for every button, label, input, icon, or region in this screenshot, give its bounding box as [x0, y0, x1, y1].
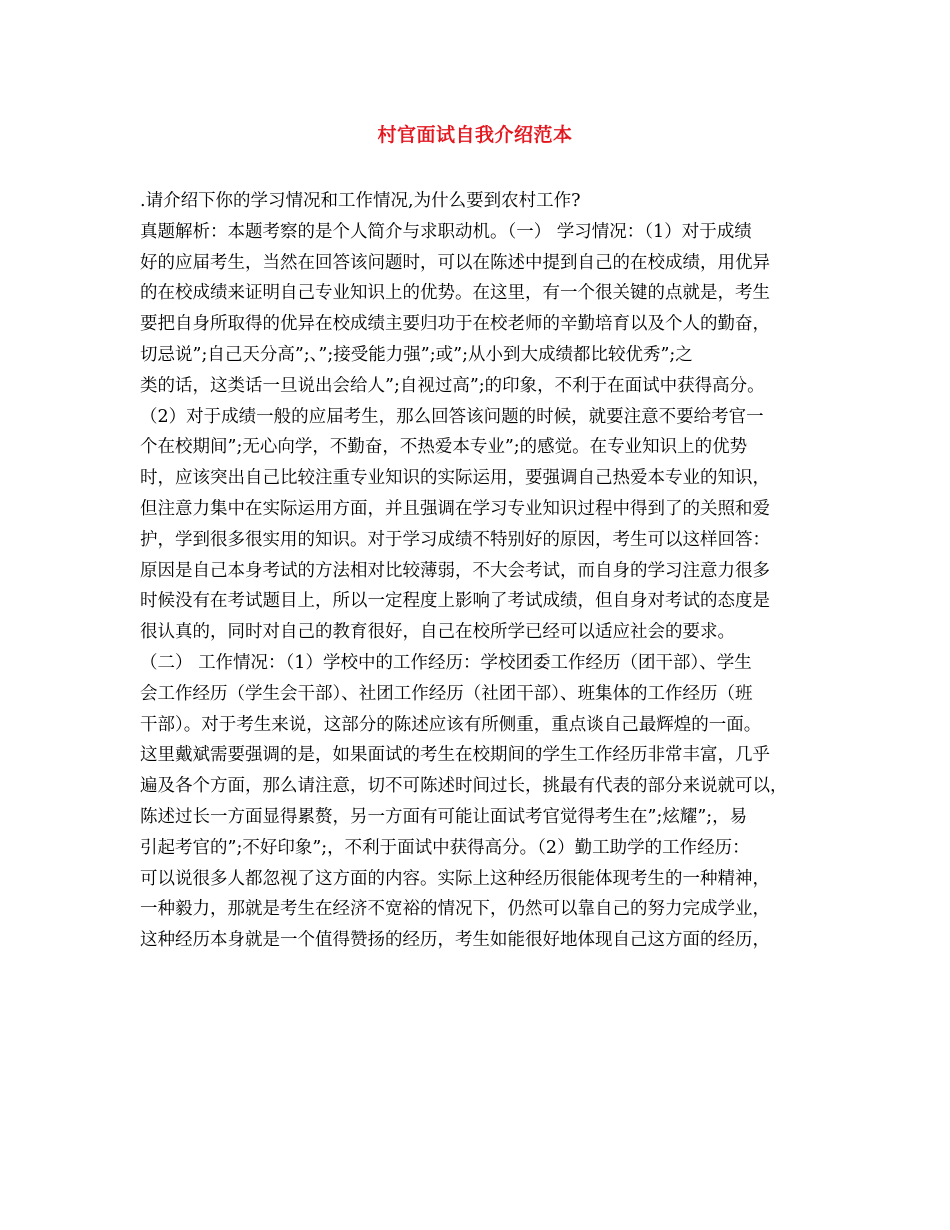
body-line: 会工作经历（学生会干部）、社团工作经历（社团干部）、班集体的工作经历（班 [140, 683, 753, 704]
body-line: 但注意力集中在实际运用方面，并且强调在学习专业知识过程中得到了的关照和爱 [140, 498, 770, 519]
body-line: 切忌说”;自己天分高”;、”;接受能力强”;或”;从小到大成绩都比较优秀”;之 [140, 344, 693, 365]
body-line: 一种毅力，那就是考生在经济不宽裕的情况下，仍然可以靠自己的努力完成学业， [140, 899, 770, 920]
document-body [140, 186, 830, 956]
body-line: 陈述过长一方面显得累赘，另一方面有可能让面试考官觉得考生在”;炫耀”;，易 [140, 806, 748, 827]
body-line: .请介绍下你的学习情况和工作情况,为什么要到农村工作? [140, 191, 581, 211]
body-line: 类的话，这类话一旦说出会给人”;自视过高”;的印象，不利于在面试中获得高分。 [140, 375, 765, 396]
body-line: 可以说很多人都忽视了这方面的内容。实际上这种经历很能体现考生的一种精神， [140, 868, 770, 889]
document-title: 村官面试自我介绍范本 [377, 124, 573, 146]
body-line: 个在校期间”;无心向学，不勤奋，不热爱本专业”;的感觉。在专业知识上的优势 [140, 437, 748, 458]
body-line: 引起考官的”;不好印象”;，不利于面试中获得高分。（2）勤工助学的工作经历： [140, 837, 750, 858]
body-line: 原因是自己本身考试的方法相对比较薄弱，不大会考试，而自身的学习注意力很多 [140, 560, 770, 581]
body-line: 遍及各个方面，那么请注意，切不可陈述时间过长，挑最有代表的部分来说就可以， [140, 776, 788, 797]
body-line: 的在校成绩来证明自己专业知识上的优势。在这里，有一个很关键的点就是，考生 [140, 283, 770, 304]
body-line: 干部）。对于考生来说，这部分的陈述应该有所侧重，重点谈自己最辉煌的一面。 [140, 714, 762, 735]
body-line: 好的应届考生，当然在回答该问题时，可以在陈述中提到自己的在校成绩，用优异 [140, 252, 770, 273]
body-line: 时候没有在考试题目上，所以一定程度上影响了考试成绩，但自身对考试的态度是 [140, 591, 770, 612]
body-line: 很认真的，同时对自己的教育很好，自己在校所学已经可以适应社会的要求。 [140, 622, 735, 643]
body-line: 真题解析：本题考察的是个人简介与求职动机。（一） 学习情况：（1）对于成绩 [140, 221, 752, 242]
body-line: （2）对于成绩一般的应届考生，那么回答该问题的时候，就要注意不要给考官一 [140, 406, 764, 427]
body-line: 护，学到很多很实用的知识。对于学习成绩不特别好的原因，考生可以这样回答： [140, 529, 770, 550]
body-line: 要把自身所取得的优异在校成绩主要归功于在校老师的辛勤培育以及个人的勤奋， [140, 314, 770, 335]
body-line: 这里戴斌需要强调的是，如果面试的考生在校期间的学生工作经历非常丰富，几乎 [140, 745, 770, 766]
body-line: 这种经历本身就是一个值得赞扬的经历，考生如能很好地体现自己这方面的经历， [140, 930, 770, 951]
body-line: （二） 工作情况：（1）学校中的工作经历：学校团委工作经历（团干部）、学生 [140, 652, 752, 673]
body-line: 时，应该突出自己比较注重专业知识的实际运用，要强调自己热爱本专业的知识， [140, 468, 770, 489]
